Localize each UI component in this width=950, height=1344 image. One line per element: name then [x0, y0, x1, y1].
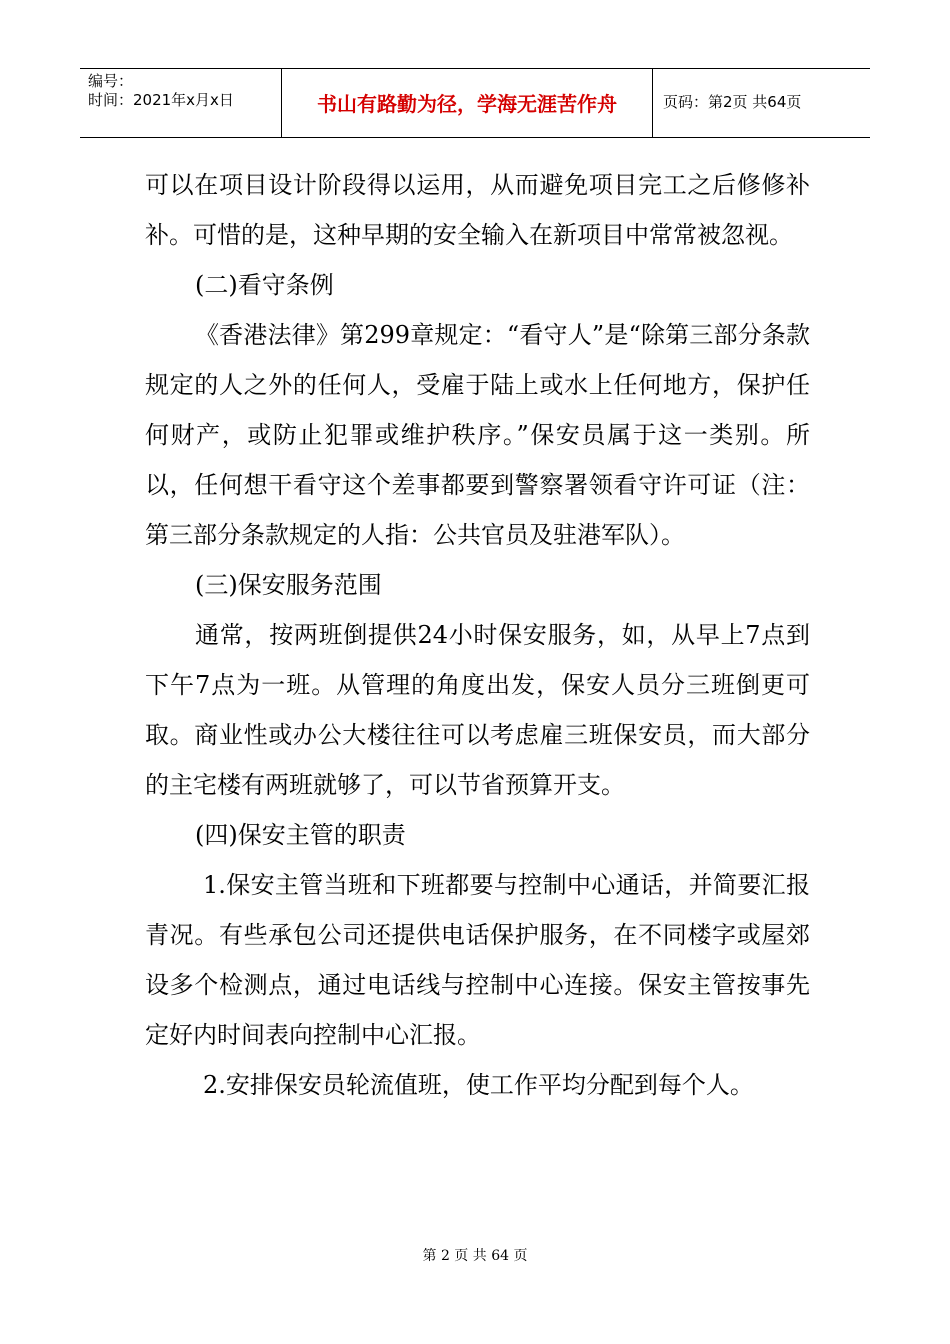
list-item: 2.安排保安员轮流值班，使工作平均分配到每个人。 [203, 1071, 754, 1099]
document-body [145, 160, 810, 1110]
body-paragraph: 通常，按两班倒提供24小时保安服务，如，从早上7点到下午7点为一班。从管理的角度出发，保安人员分三班倒更可取。商业性或办公大楼往往可以考虑雇三班保安员，而大部分的主宅楼有两班就够了，可以节省预算开支。 [145, 621, 810, 799]
header-meta-cell [80, 69, 282, 137]
body-paragraph: 可以在项目设计阶段得以运用，从而避免项目完工之后修修补补。可惜的是，这种早期的安全输入在新项目中常常被忽视。 [145, 171, 810, 249]
list-item: 1.保安主管当班和下班都要与控制中心通话，并简要汇报青况。有些承包公司还提供电话保护服务，在不同楼字或屋郊设多个检测点，通过电话线与控制中心连接。保安主管按事先定好内时间表向控制中心汇报。 [145, 871, 810, 1049]
section-heading: (二)看守条例 [195, 271, 334, 299]
page-footer: 第 2 页 共 64 页 [422, 1248, 528, 1264]
body-paragraph: 《香港法律》第299章规定：“看守人”是“除第三部分条款规定的人之外的任何人，受雇于陆上或水上任何地方，保护任何财产，或防止犯罪或维护秩序。”保安员属于这一类别。所以，任何想干看守这个差事都要到警察署领看守许可证（注：第三部分条款规定的人指：公共官员及驻港军队）。 [145, 321, 810, 549]
document-header [80, 68, 870, 138]
header-motto-cell [282, 69, 653, 137]
section-heading: (三)保安服务范围 [195, 571, 382, 599]
document-date-label: 时间：2021年x月x日 [88, 91, 234, 109]
header-page-info: 页码：第2页 共64页 [663, 93, 802, 111]
document-number-label: 编号： [88, 72, 134, 90]
section-heading: (四)保安主管的职责 [195, 821, 406, 849]
header-page-cell [653, 69, 870, 137]
header-motto: 书山有路勤为径，学海无涯苦作舟 [317, 92, 617, 116]
